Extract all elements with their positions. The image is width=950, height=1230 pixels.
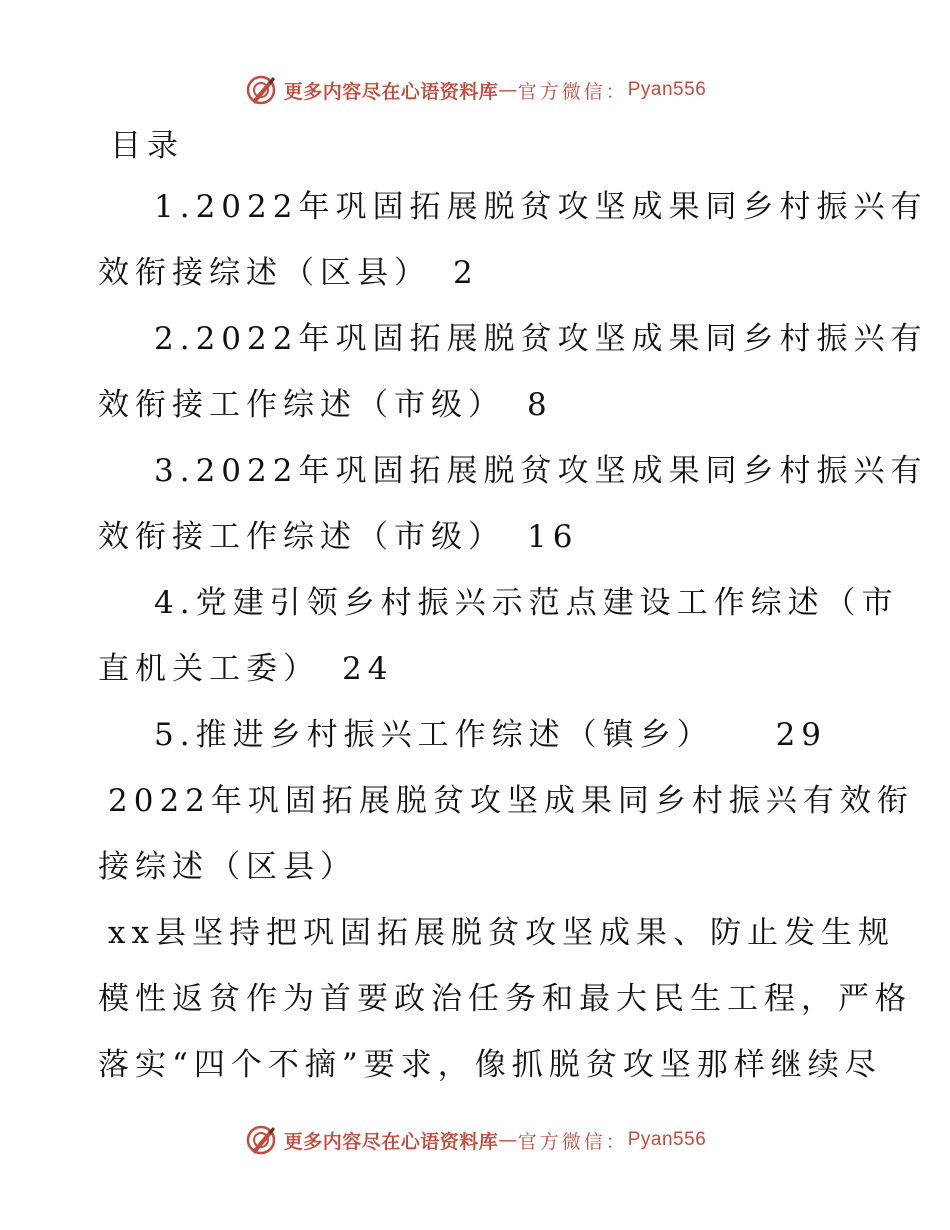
toc-entry-line: 5.推进乡村振兴工作综述（镇乡） 29 bbox=[98, 702, 858, 768]
article-body-line: 模性返贫作为首要政治任务和最大民生工程，严格 bbox=[98, 981, 912, 1017]
watermark-dash: — bbox=[498, 79, 518, 101]
toc-entry-5[interactable] bbox=[98, 702, 858, 768]
toc-page-number: 2 bbox=[453, 255, 479, 291]
toc-page-number: 24 bbox=[342, 651, 394, 687]
watermark-id: Pyan556 bbox=[627, 79, 707, 100]
toc-page-number: 8 bbox=[527, 387, 553, 423]
toc-entry-line: 直机关工委） 24 bbox=[98, 636, 858, 702]
toc-entry-line: 4.党建引领乡村振兴示范点建设工作综述（市 bbox=[154, 585, 899, 621]
article-title-line2: 接综述（区县） bbox=[98, 849, 357, 885]
article-body-line: xx县坚持把巩固拓展脱贫攻坚成果、防止发生规 bbox=[108, 915, 895, 951]
footer-watermark bbox=[0, 1120, 950, 1160]
watermark-id: Pyan556 bbox=[627, 1129, 707, 1150]
watermark-label: 官方微信： bbox=[517, 80, 628, 103]
pen-logo-icon bbox=[244, 73, 278, 107]
toc-entry-line: 2.2022年巩固拓展脱贫攻坚成果同乡村振兴有 bbox=[154, 321, 928, 357]
toc-entry-line: 3.2022年巩固拓展脱贫攻坚成果同乡村振兴有 bbox=[154, 453, 928, 489]
article-body-line: 落实“四个不摘”要求，像抓脱贫攻坚那样继续尽 bbox=[98, 1047, 882, 1083]
watermark-label: 官方微信： bbox=[517, 1130, 628, 1153]
pen-logo-icon bbox=[244, 1123, 278, 1157]
toc-entry-4[interactable] bbox=[98, 570, 899, 702]
toc-title: 目录 bbox=[110, 128, 184, 164]
watermark-dash: — bbox=[498, 1129, 518, 1151]
toc-entry-3[interactable] bbox=[98, 438, 928, 570]
toc-entry-1[interactable] bbox=[98, 174, 928, 306]
header-watermark bbox=[0, 70, 950, 110]
article-title-line1: 2022年巩固拓展脱贫攻坚成果同乡村振兴有效衔 bbox=[108, 783, 914, 819]
toc-page-number: 29 bbox=[775, 717, 828, 753]
toc-entry-line: 1.2022年巩固拓展脱贫攻坚成果同乡村振兴有 bbox=[154, 189, 928, 225]
toc-entry-line: 效衔接工作综述（市级） 16 bbox=[98, 504, 858, 570]
toc-page-number: 16 bbox=[527, 519, 579, 555]
toc-entry-line: 效衔接工作综述（市级） 8 bbox=[98, 372, 858, 438]
document-content bbox=[98, 118, 928, 1098]
toc-entry-2[interactable] bbox=[98, 306, 928, 438]
watermark-brand: 更多内容尽在心语资料库 bbox=[283, 1130, 499, 1153]
toc-entry-line: 效衔接综述（区县） 2 bbox=[98, 240, 858, 306]
watermark-brand: 更多内容尽在心语资料库 bbox=[283, 80, 499, 103]
